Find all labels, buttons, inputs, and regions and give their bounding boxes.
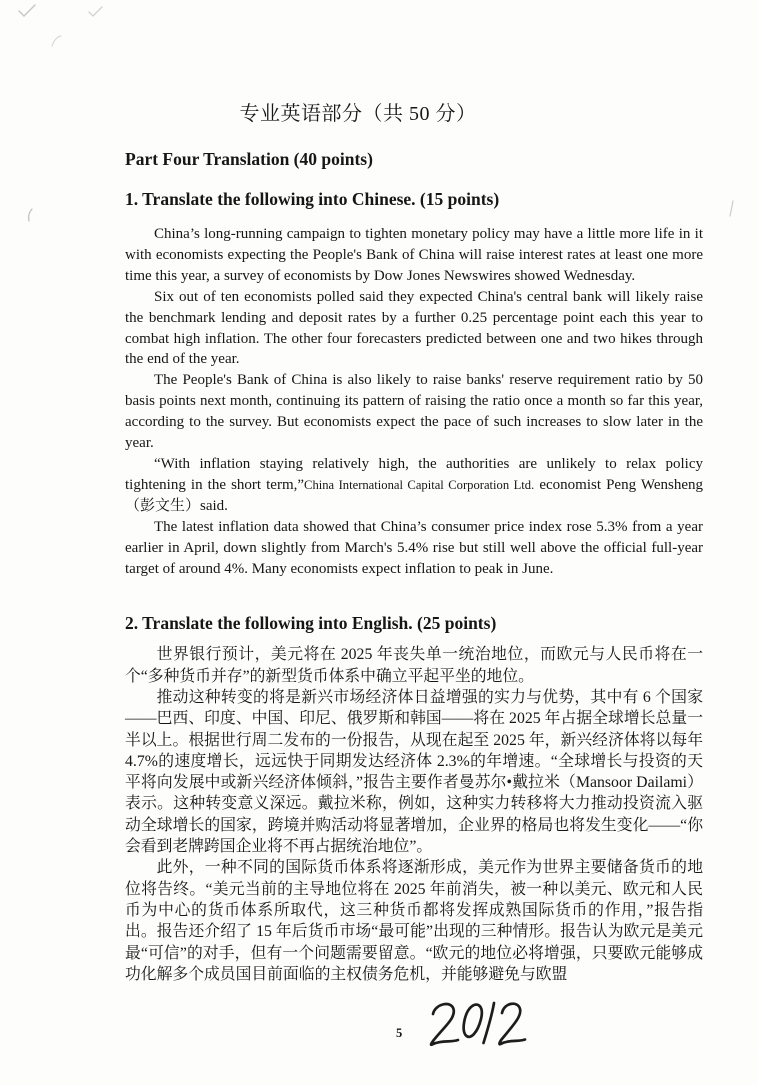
scan-artifact-smudge xyxy=(48,32,64,50)
section2-heading: 2. Translate the following into English. (25 points) xyxy=(125,613,497,634)
handwriting-strokes xyxy=(424,1000,528,1052)
section1-heading: 1. Translate the following into Chinese. (15 points) xyxy=(125,189,500,209)
document-body xyxy=(125,148,703,985)
chinese-paragraph-3: 此外，一种不同的国际货币体系将逐渐形成，美元作为世界主要储备货币的地位将告终。“美元当前的主导地位将在 2025 年前消失，被一种以美元、欧元和人民币为中心的货币体系所取代，这三种货币都将发挥成熟国际货币的作用，”报告指出。报告还介绍了 15 年后货币市场“最可能”出现的三种情形。报告认为欧元是美元最“可信”的对手，但有一个问题需要留意。“欧元的地位必将增强，只要欧元能够成功化解多个成员国目前面临的主权债务危机，并能够避免与欧盟 xyxy=(125,859,703,983)
scan-artifact-checkmark xyxy=(86,4,106,20)
english-passage xyxy=(125,224,703,579)
quote-text: “With inflation staying relatively high, the authorities are unlikely to relax policy tightening in the short term,” xyxy=(125,455,703,493)
page-title: 专业英语部分（共 50 分） xyxy=(239,103,477,125)
handwritten-year-2012 xyxy=(424,1000,528,1057)
english-paragraph-3: The People's Bank of China is also likely to raise banks' reserve requirement ratio by 50 basis points next month, continuing its pattern of raising the ratio once a month so far this year, according to the survey. But economists expect the pace of such increases to slow later in the year. xyxy=(125,372,703,452)
part-four-header: Part Four Translation (40 points) xyxy=(125,149,373,169)
chinese-paragraph-2: 推动这种转变的将是新兴市场经济体日益增强的实力与优势，其中有 6 个国家——巴西、印度、中国、印尼、俄罗斯和韩国——将在 2025 年占据全球增长总量一半以上。根据世行周二发布的一份报告，从现在起至 2025 年，新兴经济体将以每年 4.7%的速度增长，远远快于同期发达经济体 2.3%的年增速。“全球增长与投资的天平将向发展中或新兴经济体倾斜，”报告主要作者曼苏尔•戴拉米（Mansoor Dailami）表示。这种转变意义深远。戴拉米称，例如，这种实力转移将大力推动投资流入驱动全球增长的国家，跨境并购活动将显著增加，企业界的格局也将发生变化——“你会看到老牌跨国企业将不再占据统治地位”。 xyxy=(125,689,703,856)
english-paragraph-2: Six out of ten economists polled said they expected China's central bank will likely raise the benchmark lending and deposit rates by a further 0.25 percentage point each this year to combat high inflation. The other four forecasters predicted between one and two hikes through the end of the year. xyxy=(125,288,703,368)
attribution-text: economist Peng Wensheng（彭文生）said. xyxy=(125,476,704,514)
scan-artifact-checkmark xyxy=(16,2,40,20)
scan-artifact-mark xyxy=(24,206,38,224)
scan-artifact-mark xyxy=(726,198,738,220)
chinese-paragraph-1: 世界银行预计，美元将在 2025 年丧失单一统治地位，而欧元与人民币将在一个“多种货币并存”的新型货币体系中确立平起平坐的地位。 xyxy=(125,646,703,685)
english-paragraph-5: The latest inflation data showed that China’s consumer price index rose 5.3% from a year earlier in April, down slightly from March's 5.4% rise but still well above the official full-year target of around 4%. Many economists expect inflation to peak in June. xyxy=(125,518,703,577)
chinese-passage xyxy=(125,644,703,985)
english-paragraph-4 xyxy=(125,454,703,517)
company-name-small-text: China International Capital Corporation Ltd. xyxy=(304,477,535,492)
page-number: 5 xyxy=(396,1026,403,1040)
english-paragraph-1: China’s long-running campaign to tighten monetary policy may have a little more life in it with economists expecting the People's Bank of China will raise interest rates at least one more time this year, a survey of economists by Dow Jones Newswires showed Wednesday. xyxy=(125,226,703,284)
